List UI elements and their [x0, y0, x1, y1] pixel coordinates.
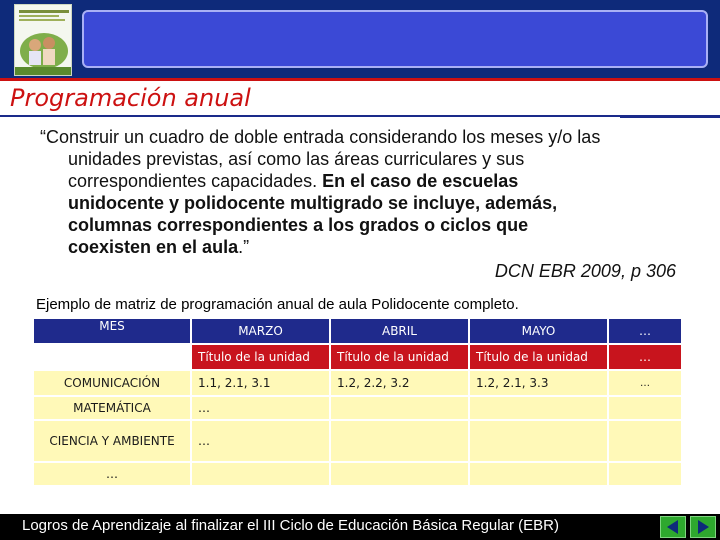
row-label-comunicacion: COMUNICACIÓN [34, 371, 190, 395]
table-cell [192, 463, 329, 485]
subheader-cell-unit-title: Título de la unidad [470, 345, 607, 369]
table-row [34, 397, 681, 419]
table-cell: … [192, 421, 329, 461]
header-cell-more: … [609, 319, 681, 343]
table-subheader-row [34, 345, 681, 369]
table-cell [331, 397, 468, 419]
table-cell [470, 463, 607, 485]
table-cell [609, 397, 681, 419]
quote-block [40, 126, 690, 258]
subheader-cell-unit-title: Título de la unidad [192, 345, 329, 369]
example-caption: Ejemplo de matriz de programación anual de aula Polidocente completo. [36, 296, 519, 313]
previous-slide-button[interactable] [660, 516, 686, 538]
table-cell [470, 421, 607, 461]
page-title: Programación anual [10, 84, 251, 112]
triangle-left-icon [661, 517, 685, 537]
table-row [34, 421, 681, 461]
footer-bar [0, 514, 720, 540]
title-rule-accent [620, 115, 720, 118]
table-cell [331, 463, 468, 485]
quote-line: “Construir un cuadro de doble entrada considerando los meses y/o las [40, 127, 601, 147]
quote-line-bold: En el caso de escuelas [322, 171, 519, 191]
quote-line-bold: unidocente y polidocente multigrado se incluye, además, [68, 193, 558, 213]
title-rule [0, 115, 720, 117]
quote-line-segment: correspondientes capacidades. [68, 171, 323, 191]
header-cell-mes: MES [34, 319, 190, 343]
footer-text: Logros de Aprendizaje al finalizar el III Ciclo de Educación Básica Regular (EBR) [22, 517, 559, 534]
header-cell-mayo: MAYO [470, 319, 607, 343]
header-cell-abril: ABRIL [331, 319, 468, 343]
table-cell: 1.2, 2.1, 3.3 [470, 371, 607, 395]
quote-line [40, 236, 690, 258]
table-cell: 1.1, 2.1, 3.1 [192, 371, 329, 395]
table-cell [609, 463, 681, 485]
quote-line-segment: .” [238, 237, 250, 257]
header-divider [0, 78, 720, 81]
row-label-ciencia-y-ambiente: CIENCIA Y AMBIENTE [34, 421, 190, 461]
header-cell-marzo: MARZO [192, 319, 329, 343]
quote-line: unidades previstas, así como las áreas curriculares y sus [68, 149, 525, 169]
next-slide-button[interactable] [690, 516, 716, 538]
table-row [34, 463, 681, 485]
programming-matrix-table [32, 317, 683, 487]
table-cell [609, 421, 681, 461]
subheader-cell-empty [34, 345, 190, 369]
table-cell [331, 421, 468, 461]
subheader-cell-unit-title: Título de la unidad [331, 345, 468, 369]
table-cell: 1.2, 2.2, 3.2 [331, 371, 468, 395]
table-cell: … [192, 397, 329, 419]
table-cell [470, 397, 607, 419]
citation: DCN EBR 2009, p 306 [494, 261, 676, 281]
quote-line-bold: columnas correspondientes a los grados o ciclos que [68, 215, 529, 235]
header-banner [82, 10, 708, 68]
table-cell: … [609, 371, 681, 395]
quote-line [40, 170, 690, 192]
row-label-matematica: MATEMÁTICA [34, 397, 190, 419]
document-cover-thumbnail [14, 4, 72, 76]
table-header-row [34, 319, 681, 343]
row-label-more: … [34, 463, 190, 485]
subheader-cell-more: … [609, 345, 681, 369]
quote-line-bold: coexisten en el aula [68, 237, 239, 257]
table-row [34, 371, 681, 395]
triangle-right-icon [691, 517, 715, 537]
